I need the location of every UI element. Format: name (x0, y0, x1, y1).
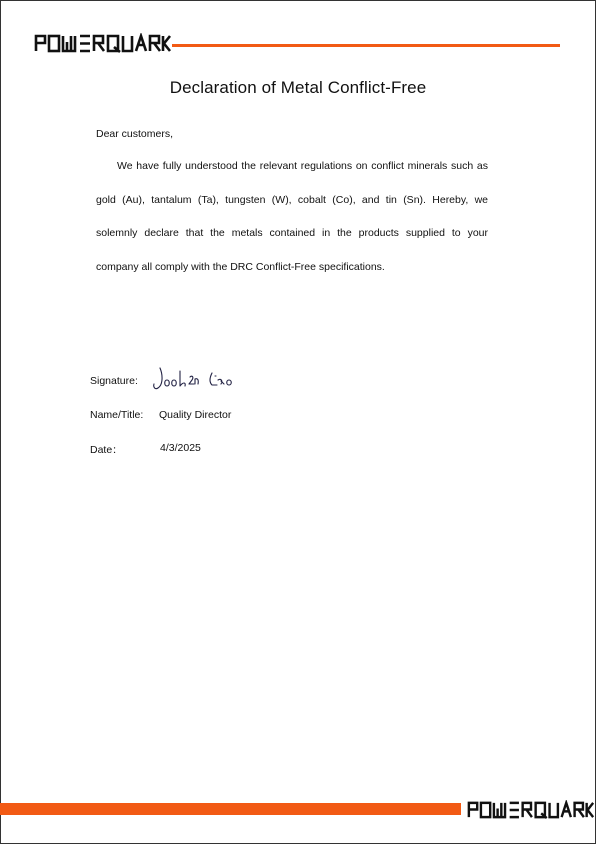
declaration-paragraph: We have fully understood the relevant regulations on conflict minerals such as gold (Au), tantalum (Ta), tungsten (W), cobalt (Co), and tin (Sn). Hereby, we solemnly declare that the metals contained in the products supplied to your company all comply with the DRC Conflict-Free specifications. (96, 160, 488, 273)
date-label: Date： (90, 444, 123, 456)
powerquark-logo (34, 33, 172, 53)
document-title: Declaration of Metal Conflict-Free (169, 78, 427, 97)
name-title-value: Quality Director (159, 409, 232, 421)
greeting: Dear customers, (96, 128, 174, 140)
header-rule (172, 44, 560, 47)
handwritten-signature (152, 365, 242, 393)
date-value: 4/3/2025 (160, 442, 201, 454)
powerquark-footer-logo (467, 800, 595, 819)
name-title-label: Name/Title: (90, 409, 144, 421)
footer-bar (0, 803, 461, 815)
signature-label: Signature: (90, 375, 138, 387)
